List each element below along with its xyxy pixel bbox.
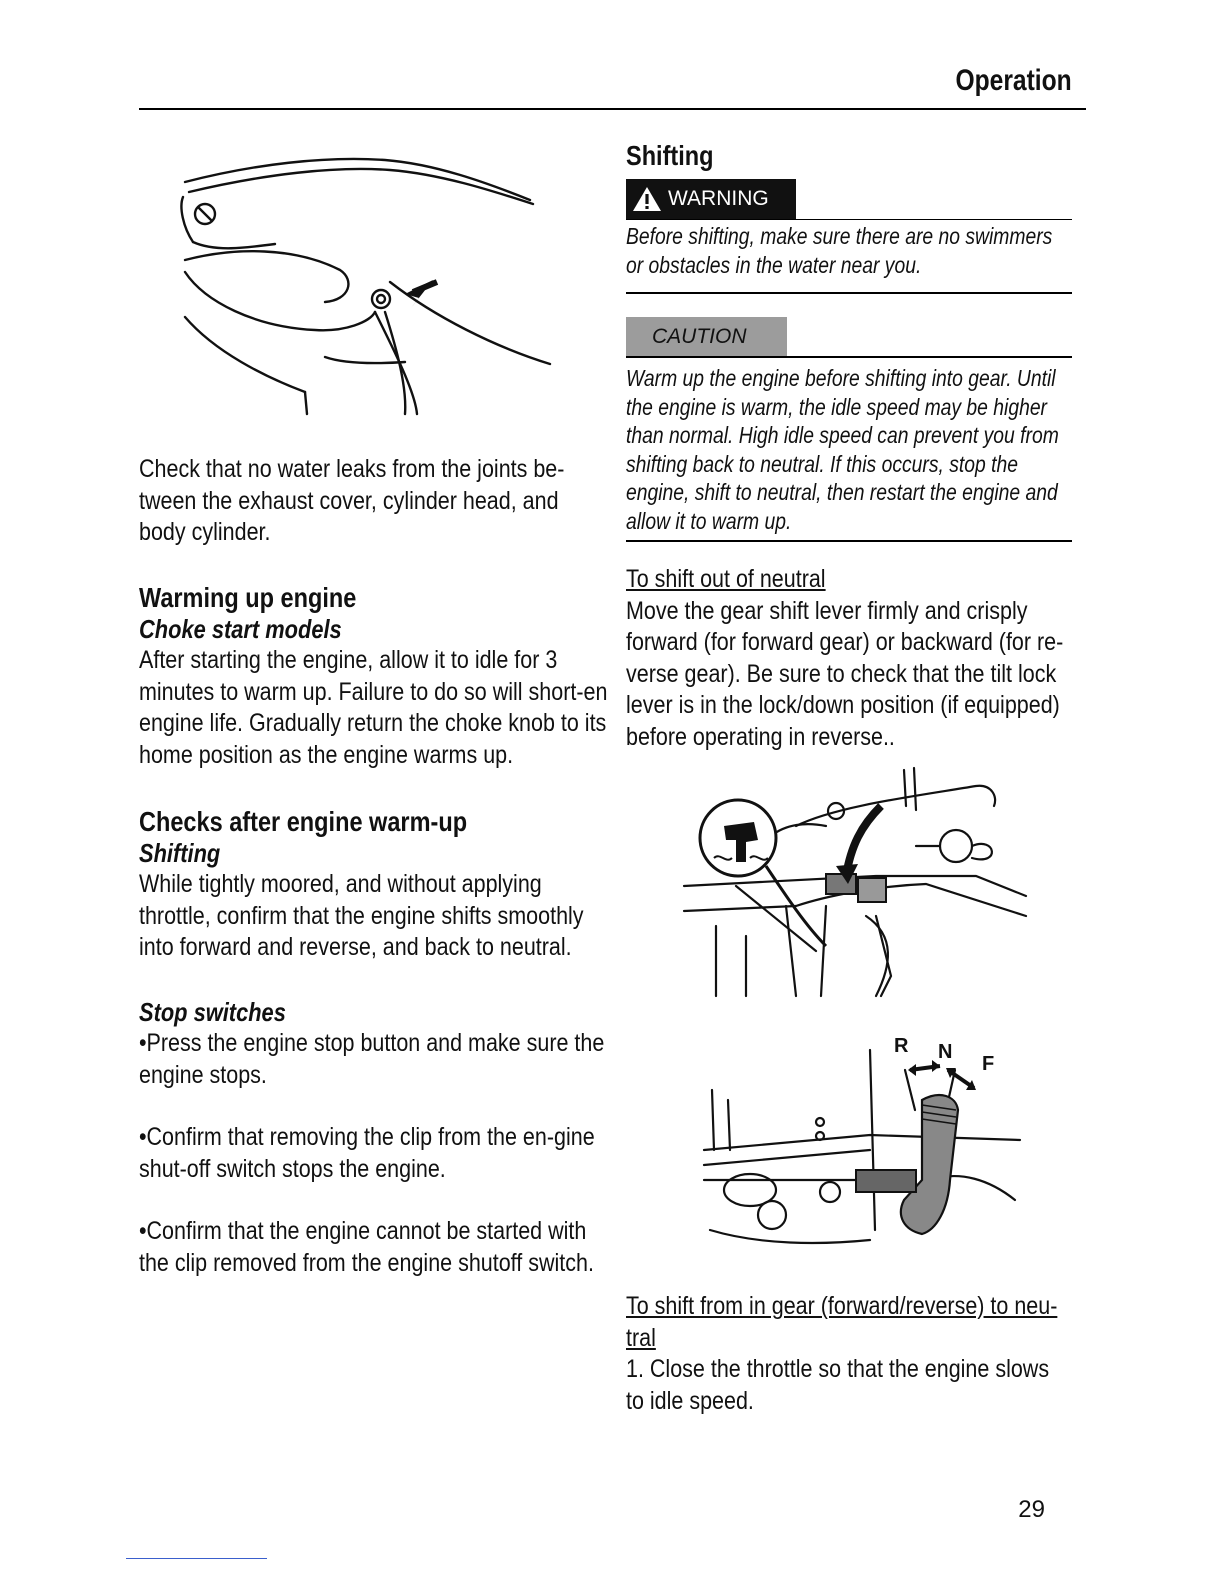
warning-label: WARNING — [668, 187, 769, 210]
caution-top-rule — [626, 356, 1072, 358]
warning-text: Before shifting, make sure there are no swimmers or obstacles in the water near you. — [626, 223, 1053, 278]
choke-start-text: After starting the engine, allow it to idle for 3 minutes to warm up. Failure to do so will short-en engine life. Gradually return the choke knob to its home position as the engine warms up. — [139, 646, 608, 769]
warming-up-heading: Warming up engine — [139, 582, 357, 613]
shift-out-title: To shift out of neutral — [626, 565, 826, 593]
page-number: 29 — [1018, 1496, 1045, 1523]
shift-lever-illustration — [700, 1030, 1025, 1255]
warning-top-rule — [626, 219, 1072, 220]
forward-label: F — [982, 1053, 995, 1075]
shift-out-text: Move the gear shift lever firmly and crisply forward (for forward gear) or backward (for re-verse gear). Be sure to check that the tilt lock lever is in the lock/down position (if equipped) before operating in reverse.. — [626, 596, 1064, 751]
caution-label: CAUTION — [652, 324, 747, 348]
stop-switches-subheading: Stop switches — [139, 997, 286, 1027]
shifting-heading: Shifting — [626, 140, 714, 171]
shifting-check-text: While tightly moored, and without applying throttle, confirm that the engine shifts smoothly into forward and reverse, and back to neutral. — [139, 870, 584, 961]
leak-check-text: Check that no water leaks from the joints be-tween the exhaust cover, cylinder head, and body cylinder. — [139, 455, 565, 546]
footer-line — [126, 1558, 267, 1559]
stop-switch-item-2: •Confirm that removing the clip from the en-gine shut-off switch stops the engine. — [139, 1123, 595, 1183]
caution-badge — [626, 317, 787, 356]
tilt-lock-illustration — [676, 766, 1036, 1002]
reverse-label: R — [894, 1035, 909, 1057]
neutral-label: N — [938, 1041, 953, 1063]
header-rule — [139, 108, 1086, 110]
warning-badge — [626, 179, 796, 219]
warning-triangle-icon — [632, 186, 662, 212]
choke-start-subheading: Choke start models — [139, 614, 342, 644]
exhaust-cover-illustration — [175, 152, 565, 417]
section-title: Operation — [955, 64, 1072, 97]
warning-bottom-rule — [626, 292, 1072, 294]
checks-heading: Checks after engine warm-up — [139, 806, 468, 837]
caution-bottom-rule — [626, 540, 1072, 542]
stop-switch-item-3: •Confirm that the engine cannot be started with the clip removed from the engine shutoff switch. — [139, 1217, 594, 1277]
stop-switch-item-1: •Press the engine stop button and make sure the engine stops. — [139, 1029, 605, 1089]
caution-text: Warm up the engine before shifting into gear. Until the engine is warm, the idle speed may be higher than normal. High idle speed can prevent you from shifting back to neutral. If this occurs, stop the engine, shift to neutral, then restart the engine and allow it to warm up. — [626, 365, 1059, 534]
shifting-check-subheading: Shifting — [139, 838, 221, 868]
shift-in-title: To shift from in gear (forward/reverse) to neu-tral — [626, 1292, 1058, 1352]
shift-in-step-1: 1. Close the throttle so that the engine slows to idle speed. — [626, 1355, 1050, 1415]
